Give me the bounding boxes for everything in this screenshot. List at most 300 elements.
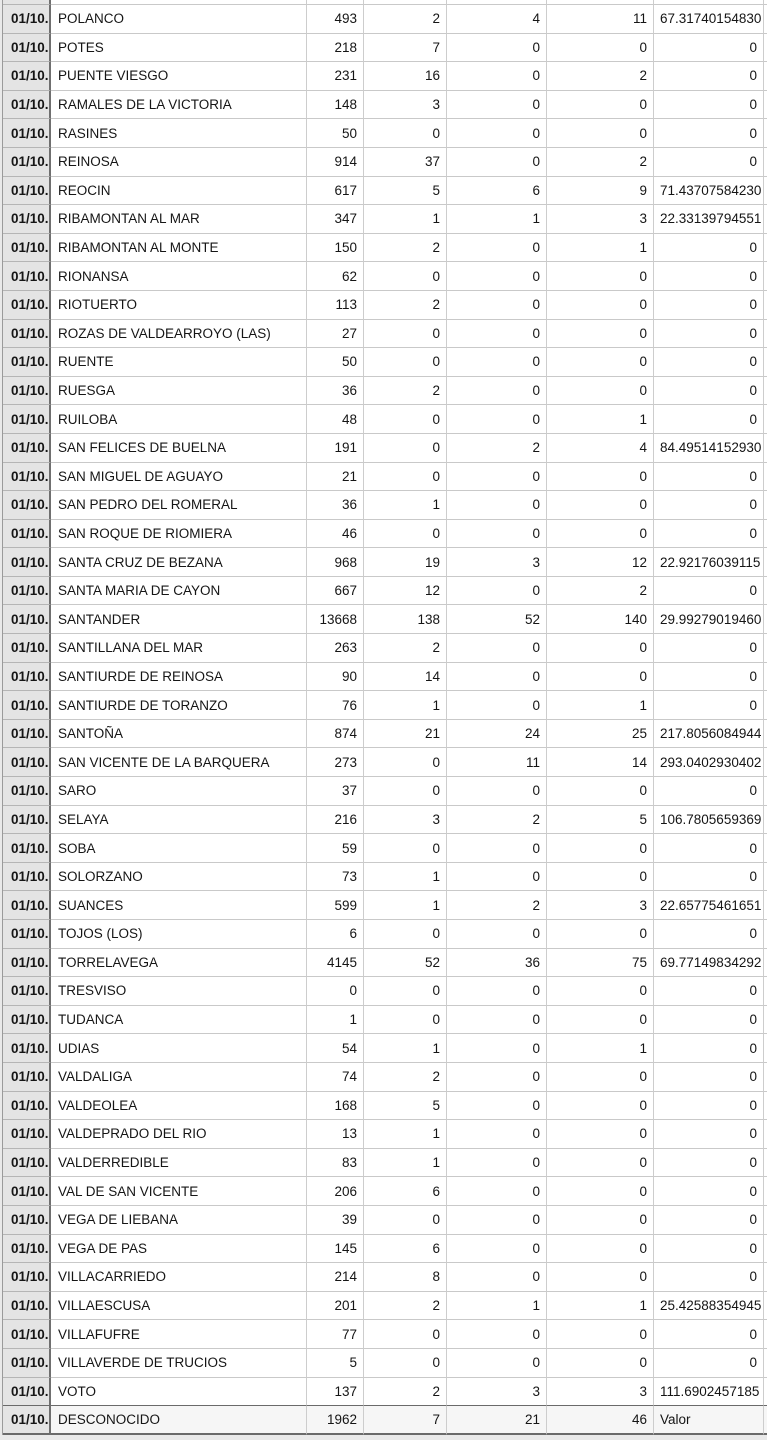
table-row[interactable] — [3, 1120, 767, 1149]
value-cell-3[interactable]: 0 — [447, 691, 547, 720]
table-row[interactable] — [3, 205, 767, 234]
table-row[interactable] — [3, 1378, 767, 1407]
value-cell-4[interactable]: 0 — [547, 1349, 654, 1378]
value-cell-4[interactable]: 0 — [547, 377, 654, 406]
date-cell[interactable]: 01/10. — [3, 463, 51, 492]
table-row[interactable] — [3, 1263, 767, 1292]
value-cell-4[interactable]: 0 — [547, 1149, 654, 1178]
rate-cell[interactable]: 22.65775461651 — [654, 891, 764, 920]
value-cell-3[interactable]: 0 — [447, 1206, 547, 1235]
value-cell-2[interactable]: 1 — [364, 891, 447, 920]
value-cell-2[interactable]: 7 — [364, 34, 447, 63]
date-cell[interactable]: 01/10. — [3, 1177, 51, 1206]
rate-cell[interactable]: 0 — [654, 377, 764, 406]
value-cell-2[interactable]: 0 — [364, 520, 447, 549]
value-cell-3[interactable]: 0 — [447, 1092, 547, 1121]
table-row[interactable] — [3, 920, 767, 949]
municipality-cell[interactable]: RAMALES DE LA VICTORIA — [51, 91, 307, 120]
value-cell-1[interactable]: 74 — [307, 1063, 364, 1092]
value-cell-4[interactable]: 0 — [547, 1063, 654, 1092]
rate-cell[interactable]: 0 — [654, 320, 764, 349]
value-cell-4[interactable]: 0 — [547, 1263, 654, 1292]
value-cell-3[interactable]: 0 — [447, 663, 547, 692]
value-cell-1[interactable]: 201 — [307, 1292, 364, 1321]
rate-cell[interactable]: Valor — [654, 1406, 764, 1435]
table-row[interactable] — [3, 891, 767, 920]
municipality-cell[interactable]: TUDANCA — [51, 1006, 307, 1035]
value-cell-1[interactable]: 5 — [307, 1349, 364, 1378]
table-row[interactable] — [3, 834, 767, 863]
value-cell-4[interactable]: 9 — [547, 177, 654, 206]
value-cell-2[interactable]: 12 — [364, 577, 447, 606]
value-cell-4[interactable]: 0 — [547, 777, 654, 806]
date-cell[interactable]: 01/10. — [3, 891, 51, 920]
rate-cell[interactable]: 217.8056084944 — [654, 720, 764, 749]
table-row[interactable] — [3, 1092, 767, 1121]
value-cell-4[interactable]: 2 — [547, 148, 654, 177]
value-cell-4[interactable]: 2 — [547, 577, 654, 606]
value-cell-3[interactable]: 0 — [447, 91, 547, 120]
value-cell-1[interactable]: 39 — [307, 1206, 364, 1235]
rate-cell[interactable]: 0 — [654, 1235, 764, 1264]
value-cell-1[interactable]: 83 — [307, 1149, 364, 1178]
value-cell-4[interactable]: 1 — [547, 1292, 654, 1321]
value-cell-4[interactable]: 1 — [547, 405, 654, 434]
municipality-cell[interactable]: REINOSA — [51, 148, 307, 177]
value-cell-3[interactable]: 0 — [447, 119, 547, 148]
municipality-cell[interactable]: SANTA MARIA DE CAYON — [51, 577, 307, 606]
value-cell-1[interactable]: 968 — [307, 548, 364, 577]
date-cell[interactable]: 01/10. — [3, 748, 51, 777]
municipality-cell[interactable]: SARO — [51, 777, 307, 806]
value-cell-2[interactable]: 1 — [364, 1149, 447, 1178]
table-row[interactable] — [3, 1406, 767, 1435]
value-cell-2[interactable]: 0 — [364, 977, 447, 1006]
table-row[interactable] — [3, 691, 767, 720]
value-cell-3[interactable]: 0 — [447, 234, 547, 263]
value-cell-3[interactable]: 0 — [447, 1349, 547, 1378]
rate-cell[interactable]: 0 — [654, 34, 764, 63]
municipality-cell[interactable]: RIOTUERTO — [51, 291, 307, 320]
date-cell[interactable]: 01/10. — [3, 177, 51, 206]
value-cell-4[interactable]: 0 — [547, 1206, 654, 1235]
value-cell-1[interactable]: 48 — [307, 405, 364, 434]
table-row[interactable] — [3, 1006, 767, 1035]
value-cell-3[interactable]: 0 — [447, 1263, 547, 1292]
municipality-cell[interactable]: RIBAMONTAN AL MONTE — [51, 234, 307, 263]
table-row[interactable] — [3, 977, 767, 1006]
value-cell-3[interactable]: 0 — [447, 1149, 547, 1178]
rate-cell[interactable]: 0 — [654, 520, 764, 549]
rate-cell[interactable]: 0 — [654, 1063, 764, 1092]
date-cell[interactable]: 01/10. — [3, 205, 51, 234]
rate-cell[interactable]: 106.7805659369 — [654, 806, 764, 835]
value-cell-1[interactable]: 150 — [307, 234, 364, 263]
value-cell-2[interactable]: 1 — [364, 205, 447, 234]
value-cell-3[interactable]: 36 — [447, 949, 547, 978]
table-row[interactable] — [3, 1034, 767, 1063]
date-cell[interactable]: 01/10. — [3, 1263, 51, 1292]
date-cell[interactable]: 01/10. — [3, 34, 51, 63]
value-cell-4[interactable]: 0 — [547, 634, 654, 663]
value-cell-3[interactable]: 0 — [447, 262, 547, 291]
value-cell-4[interactable]: 0 — [547, 262, 654, 291]
date-cell[interactable]: 01/10. — [3, 1349, 51, 1378]
value-cell-4[interactable]: 1 — [547, 1034, 654, 1063]
value-cell-2[interactable]: 0 — [364, 262, 447, 291]
table-row[interactable] — [3, 605, 767, 634]
table-row[interactable] — [3, 748, 767, 777]
municipality-cell[interactable]: VILLACARRIEDO — [51, 1263, 307, 1292]
table-row[interactable] — [3, 1206, 767, 1235]
rate-cell[interactable]: 22.33139794551 — [654, 205, 764, 234]
value-cell-2[interactable]: 0 — [364, 463, 447, 492]
municipality-cell[interactable]: SOLORZANO — [51, 863, 307, 892]
rate-cell[interactable]: 0 — [654, 91, 764, 120]
value-cell-2[interactable]: 0 — [364, 1349, 447, 1378]
value-cell-4[interactable]: 0 — [547, 34, 654, 63]
value-cell-2[interactable]: 5 — [364, 1092, 447, 1121]
value-cell-2[interactable]: 19 — [364, 548, 447, 577]
value-cell-1[interactable]: 73 — [307, 863, 364, 892]
table-row[interactable] — [3, 34, 767, 63]
value-cell-3[interactable]: 0 — [447, 1120, 547, 1149]
value-cell-3[interactable]: 0 — [447, 1006, 547, 1035]
value-cell-2[interactable]: 0 — [364, 920, 447, 949]
value-cell-2[interactable]: 1 — [364, 863, 447, 892]
date-cell[interactable]: 01/10. — [3, 62, 51, 91]
value-cell-4[interactable]: 0 — [547, 1006, 654, 1035]
value-cell-2[interactable]: 0 — [364, 320, 447, 349]
value-cell-2[interactable]: 16 — [364, 62, 447, 91]
value-cell-1[interactable]: 599 — [307, 891, 364, 920]
rate-cell[interactable]: 0 — [654, 62, 764, 91]
value-cell-1[interactable]: 206 — [307, 1177, 364, 1206]
municipality-cell[interactable]: SANTIURDE DE TORANZO — [51, 691, 307, 720]
table-row[interactable] — [3, 234, 767, 263]
value-cell-1[interactable]: 54 — [307, 1034, 364, 1063]
rate-cell[interactable]: 0 — [654, 1263, 764, 1292]
rate-cell[interactable]: 0 — [654, 1320, 764, 1349]
date-cell[interactable]: 01/10. — [3, 1063, 51, 1092]
rate-cell[interactable]: 0 — [654, 977, 764, 1006]
date-cell[interactable]: 01/10. — [3, 1378, 51, 1407]
table-row[interactable] — [3, 863, 767, 892]
municipality-cell[interactable]: RUENTE — [51, 348, 307, 377]
date-cell[interactable]: 01/10. — [3, 920, 51, 949]
rate-cell[interactable]: 0 — [654, 148, 764, 177]
value-cell-1[interactable]: 1962 — [307, 1406, 364, 1435]
municipality-cell[interactable]: RASINES — [51, 119, 307, 148]
value-cell-1[interactable]: 50 — [307, 348, 364, 377]
value-cell-4[interactable]: 14 — [547, 748, 654, 777]
municipality-cell[interactable]: TRESVISO — [51, 977, 307, 1006]
value-cell-4[interactable]: 0 — [547, 977, 654, 1006]
value-cell-4[interactable]: 12 — [547, 548, 654, 577]
table-row[interactable] — [3, 663, 767, 692]
table-row[interactable] — [3, 520, 767, 549]
value-cell-1[interactable]: 76 — [307, 691, 364, 720]
value-cell-3[interactable]: 4 — [447, 5, 547, 34]
value-cell-3[interactable]: 0 — [447, 1235, 547, 1264]
value-cell-2[interactable]: 138 — [364, 605, 447, 634]
value-cell-1[interactable]: 874 — [307, 720, 364, 749]
value-cell-2[interactable]: 1 — [364, 1034, 447, 1063]
value-cell-3[interactable]: 0 — [447, 777, 547, 806]
table-row[interactable] — [3, 1149, 767, 1178]
value-cell-1[interactable]: 50 — [307, 119, 364, 148]
municipality-cell[interactable]: DESCONOCIDO — [51, 1406, 307, 1435]
value-cell-1[interactable]: 13668 — [307, 605, 364, 634]
rate-cell[interactable]: 0 — [654, 405, 764, 434]
date-cell[interactable]: 01/10. — [3, 720, 51, 749]
date-cell[interactable]: 01/10. — [3, 977, 51, 1006]
rate-cell[interactable]: 84.49514152930 — [654, 434, 764, 463]
value-cell-3[interactable]: 0 — [447, 348, 547, 377]
municipality-cell[interactable]: RUILOBA — [51, 405, 307, 434]
value-cell-3[interactable]: 24 — [447, 720, 547, 749]
value-cell-1[interactable]: 218 — [307, 34, 364, 63]
table-row[interactable] — [3, 1320, 767, 1349]
rate-cell[interactable]: 0 — [654, 1206, 764, 1235]
municipality-cell[interactable]: SANTIURDE DE REINOSA — [51, 663, 307, 692]
value-cell-2[interactable]: 0 — [364, 1320, 447, 1349]
municipality-cell[interactable]: VALDALIGA — [51, 1063, 307, 1092]
date-cell[interactable]: 01/10. — [3, 91, 51, 120]
value-cell-2[interactable]: 1 — [364, 691, 447, 720]
value-cell-4[interactable]: 0 — [547, 91, 654, 120]
value-cell-3[interactable]: 0 — [447, 62, 547, 91]
value-cell-3[interactable]: 2 — [447, 434, 547, 463]
date-cell[interactable]: 01/10. — [3, 548, 51, 577]
date-cell[interactable]: 01/10. — [3, 777, 51, 806]
value-cell-2[interactable]: 2 — [364, 5, 447, 34]
municipality-cell[interactable]: TOJOS (LOS) — [51, 920, 307, 949]
value-cell-2[interactable]: 3 — [364, 806, 447, 835]
date-cell[interactable]: 01/10. — [3, 377, 51, 406]
date-cell[interactable]: 01/10. — [3, 863, 51, 892]
table-row[interactable] — [3, 806, 767, 835]
value-cell-2[interactable]: 8 — [364, 1263, 447, 1292]
value-cell-4[interactable]: 4 — [547, 434, 654, 463]
date-cell[interactable]: 01/10. — [3, 1034, 51, 1063]
municipality-cell[interactable]: VOTO — [51, 1378, 307, 1407]
rate-cell[interactable]: 0 — [654, 691, 764, 720]
rate-cell[interactable]: 0 — [654, 863, 764, 892]
value-cell-4[interactable]: 0 — [547, 834, 654, 863]
rate-cell[interactable]: 0 — [654, 1149, 764, 1178]
table-row[interactable] — [3, 119, 767, 148]
value-cell-3[interactable]: 21 — [447, 1406, 547, 1435]
table-row[interactable] — [3, 405, 767, 434]
date-cell[interactable]: 01/10. — [3, 234, 51, 263]
value-cell-3[interactable]: 0 — [447, 520, 547, 549]
rate-cell[interactable]: 22.92176039115 — [654, 548, 764, 577]
date-cell[interactable]: 01/10. — [3, 1006, 51, 1035]
value-cell-1[interactable]: 493 — [307, 5, 364, 34]
table-row[interactable] — [3, 5, 767, 34]
table-row[interactable] — [3, 491, 767, 520]
rate-cell[interactable]: 0 — [654, 348, 764, 377]
value-cell-3[interactable]: 0 — [447, 405, 547, 434]
value-cell-2[interactable]: 0 — [364, 1206, 447, 1235]
rate-cell[interactable]: 0 — [654, 1120, 764, 1149]
value-cell-3[interactable]: 0 — [447, 977, 547, 1006]
value-cell-1[interactable]: 1 — [307, 1006, 364, 1035]
value-cell-1[interactable]: 13 — [307, 1120, 364, 1149]
table-row[interactable] — [3, 577, 767, 606]
value-cell-4[interactable]: 11 — [547, 5, 654, 34]
rate-cell[interactable]: 0 — [654, 634, 764, 663]
value-cell-2[interactable]: 14 — [364, 663, 447, 692]
value-cell-1[interactable]: 21 — [307, 463, 364, 492]
value-cell-1[interactable]: 231 — [307, 62, 364, 91]
date-cell[interactable]: 01/10. — [3, 348, 51, 377]
municipality-cell[interactable]: SAN VICENTE DE LA BARQUERA — [51, 748, 307, 777]
value-cell-2[interactable]: 2 — [364, 1063, 447, 1092]
value-cell-3[interactable]: 2 — [447, 806, 547, 835]
municipality-cell[interactable]: SAN ROQUE DE RIOMIERA — [51, 520, 307, 549]
municipality-cell[interactable]: POTES — [51, 34, 307, 63]
municipality-cell[interactable]: VEGA DE PAS — [51, 1235, 307, 1264]
rate-cell[interactable]: 0 — [654, 1006, 764, 1035]
value-cell-4[interactable]: 0 — [547, 663, 654, 692]
value-cell-4[interactable]: 0 — [547, 320, 654, 349]
value-cell-3[interactable]: 0 — [447, 834, 547, 863]
value-cell-2[interactable]: 52 — [364, 949, 447, 978]
municipality-cell[interactable]: RIONANSA — [51, 262, 307, 291]
value-cell-2[interactable]: 0 — [364, 777, 447, 806]
value-cell-1[interactable]: 36 — [307, 377, 364, 406]
table-row[interactable] — [3, 634, 767, 663]
value-cell-1[interactable]: 137 — [307, 1378, 364, 1407]
value-cell-3[interactable]: 0 — [447, 863, 547, 892]
municipality-cell[interactable]: PUENTE VIESGO — [51, 62, 307, 91]
rate-cell[interactable]: 0 — [654, 1349, 764, 1378]
date-cell[interactable]: 01/10. — [3, 434, 51, 463]
value-cell-2[interactable]: 1 — [364, 491, 447, 520]
value-cell-1[interactable]: 0 — [307, 977, 364, 1006]
municipality-cell[interactable]: SUANCES — [51, 891, 307, 920]
value-cell-2[interactable]: 5 — [364, 177, 447, 206]
municipality-cell[interactable]: TORRELAVEGA — [51, 949, 307, 978]
table-row[interactable] — [3, 949, 767, 978]
rate-cell[interactable]: 0 — [654, 920, 764, 949]
municipality-cell[interactable]: SANTILLANA DEL MAR — [51, 634, 307, 663]
table-row[interactable] — [3, 148, 767, 177]
value-cell-4[interactable]: 5 — [547, 806, 654, 835]
value-cell-4[interactable]: 140 — [547, 605, 654, 634]
value-cell-4[interactable]: 0 — [547, 348, 654, 377]
rate-cell[interactable]: 0 — [654, 262, 764, 291]
value-cell-1[interactable]: 273 — [307, 748, 364, 777]
date-cell[interactable]: 01/10. — [3, 5, 51, 34]
rate-cell[interactable]: 29.99279019460 — [654, 605, 764, 634]
value-cell-1[interactable]: 263 — [307, 634, 364, 663]
value-cell-2[interactable]: 7 — [364, 1406, 447, 1435]
rate-cell[interactable]: 0 — [654, 491, 764, 520]
value-cell-4[interactable]: 0 — [547, 1320, 654, 1349]
table-row[interactable] — [3, 1292, 767, 1321]
municipality-cell[interactable]: REOCIN — [51, 177, 307, 206]
value-cell-2[interactable]: 0 — [364, 405, 447, 434]
municipality-cell[interactable]: SAN FELICES DE BUELNA — [51, 434, 307, 463]
value-cell-2[interactable]: 37 — [364, 148, 447, 177]
date-cell[interactable]: 01/10. — [3, 691, 51, 720]
rate-cell[interactable]: 293.0402930402 — [654, 748, 764, 777]
date-cell[interactable]: 01/10. — [3, 949, 51, 978]
value-cell-1[interactable]: 168 — [307, 1092, 364, 1121]
value-cell-4[interactable]: 0 — [547, 1235, 654, 1264]
value-cell-3[interactable]: 1 — [447, 205, 547, 234]
value-cell-4[interactable]: 3 — [547, 891, 654, 920]
table-row[interactable] — [3, 377, 767, 406]
date-cell[interactable]: 01/10. — [3, 119, 51, 148]
rate-cell[interactable]: 25.42588354945 — [654, 1292, 764, 1321]
value-cell-1[interactable]: 113 — [307, 291, 364, 320]
rate-cell[interactable]: 111.6902457185 — [654, 1378, 764, 1407]
value-cell-3[interactable]: 3 — [447, 1378, 547, 1407]
municipality-cell[interactable]: RIBAMONTAN AL MAR — [51, 205, 307, 234]
rate-cell[interactable]: 0 — [654, 1034, 764, 1063]
value-cell-2[interactable]: 6 — [364, 1235, 447, 1264]
value-cell-3[interactable]: 6 — [447, 177, 547, 206]
value-cell-4[interactable]: 3 — [547, 1378, 654, 1407]
value-cell-4[interactable]: 0 — [547, 291, 654, 320]
date-cell[interactable]: 01/10. — [3, 291, 51, 320]
date-cell[interactable]: 01/10. — [3, 1406, 51, 1435]
value-cell-4[interactable]: 0 — [547, 520, 654, 549]
date-cell[interactable]: 01/10. — [3, 1149, 51, 1178]
date-cell[interactable]: 01/10. — [3, 262, 51, 291]
value-cell-1[interactable]: 90 — [307, 663, 364, 692]
municipality-cell[interactable]: VAL DE SAN VICENTE — [51, 1177, 307, 1206]
date-cell[interactable]: 01/10. — [3, 1292, 51, 1321]
value-cell-1[interactable]: 36 — [307, 491, 364, 520]
value-cell-3[interactable]: 52 — [447, 605, 547, 634]
rate-cell[interactable]: 69.77149834292 — [654, 949, 764, 978]
table-row[interactable] — [3, 1177, 767, 1206]
value-cell-4[interactable]: 2 — [547, 62, 654, 91]
municipality-cell[interactable]: VILLAVERDE DE TRUCIOS — [51, 1349, 307, 1378]
date-cell[interactable]: 01/10. — [3, 320, 51, 349]
date-cell[interactable]: 01/10. — [3, 577, 51, 606]
date-cell[interactable]: 01/10. — [3, 1206, 51, 1235]
table-row[interactable] — [3, 777, 767, 806]
municipality-cell[interactable]: ROZAS DE VALDEARROYO (LAS) — [51, 320, 307, 349]
value-cell-1[interactable]: 145 — [307, 1235, 364, 1264]
value-cell-3[interactable]: 0 — [447, 34, 547, 63]
date-cell[interactable]: 01/10. — [3, 1320, 51, 1349]
table-row[interactable] — [3, 291, 767, 320]
rate-cell[interactable]: 67.31740154830 — [654, 5, 764, 34]
value-cell-4[interactable]: 3 — [547, 205, 654, 234]
value-cell-2[interactable]: 2 — [364, 634, 447, 663]
municipality-cell[interactable]: SAN MIGUEL DE AGUAYO — [51, 463, 307, 492]
municipality-cell[interactable]: POLANCO — [51, 5, 307, 34]
value-cell-3[interactable]: 0 — [447, 491, 547, 520]
value-cell-4[interactable]: 46 — [547, 1406, 654, 1435]
value-cell-4[interactable]: 1 — [547, 234, 654, 263]
value-cell-1[interactable]: 4145 — [307, 949, 364, 978]
value-cell-1[interactable]: 347 — [307, 205, 364, 234]
rate-cell[interactable]: 0 — [654, 577, 764, 606]
value-cell-2[interactable]: 0 — [364, 834, 447, 863]
value-cell-1[interactable]: 62 — [307, 262, 364, 291]
value-cell-3[interactable]: 11 — [447, 748, 547, 777]
value-cell-3[interactable]: 0 — [447, 1034, 547, 1063]
date-cell[interactable]: 01/10. — [3, 405, 51, 434]
